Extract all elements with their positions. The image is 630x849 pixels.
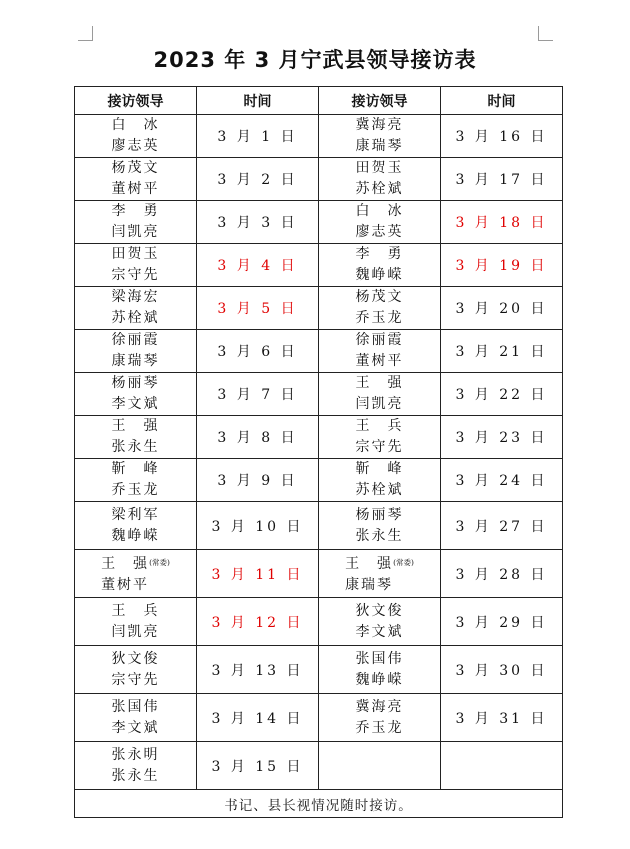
leaders-cell-right	[319, 694, 441, 742]
leader-name: 李 勇	[111, 203, 160, 219]
leaders-cell-left	[75, 694, 197, 742]
leaders-cell-left	[75, 550, 197, 598]
date-cell-left	[197, 502, 319, 550]
date-cell-left	[197, 646, 319, 694]
leader-name-first	[356, 649, 404, 670]
leader-name-first	[112, 505, 160, 526]
leader-name: 狄文俊	[111, 650, 160, 667]
date-cell-right	[441, 115, 563, 158]
table-row	[75, 244, 563, 287]
date-cell-right	[441, 646, 563, 694]
date-cell-right	[441, 201, 563, 244]
visit-date: 3 月 7 日	[217, 387, 298, 403]
leader-pair	[356, 649, 404, 691]
leader-name-second: 李文斌	[111, 719, 160, 736]
table-footer-row	[75, 790, 563, 818]
leader-name-first	[112, 459, 160, 480]
leaders-cell-left	[75, 201, 197, 244]
date-cell-right	[441, 550, 563, 598]
leader-name: 王 兵	[355, 418, 404, 434]
date-cell-right	[441, 287, 563, 330]
visit-date: 3 月 15 日	[211, 758, 304, 775]
leader-pair	[112, 201, 160, 243]
leader-name: 梁海宏	[111, 289, 160, 305]
leaders-cell-right	[319, 201, 441, 244]
leader-pair	[356, 244, 404, 286]
leader-name: 张国伟	[111, 698, 160, 715]
date-cell-left	[197, 373, 319, 416]
date-cell-right	[441, 330, 563, 373]
leader-name-first	[356, 697, 404, 718]
leader-name-first	[356, 505, 404, 526]
leaders-cell-right	[319, 115, 441, 158]
leader-name-second: 魏峥嵘	[111, 527, 160, 544]
leader-name-first	[356, 330, 404, 351]
visit-date: 3 月 28 日	[455, 566, 548, 583]
leader-name-second: 宗守先	[355, 439, 404, 455]
table-row	[75, 598, 563, 646]
leader-name-first	[112, 330, 160, 351]
leader-pair	[112, 601, 160, 643]
leaders-cell-left	[75, 742, 197, 790]
leader-name: 田贺玉	[355, 160, 404, 176]
table-row	[75, 694, 563, 742]
leader-name-first	[112, 745, 160, 766]
date-cell-left	[197, 550, 319, 598]
header-date-right: 时间	[441, 87, 563, 115]
leaders-cell-left	[75, 158, 197, 201]
leader-name-first	[356, 416, 404, 437]
leaders-cell-right	[319, 550, 441, 598]
leader-name: 杨茂文	[355, 289, 404, 305]
leader-name-first	[356, 287, 404, 308]
leader-name-second: 闫凯亮	[355, 396, 404, 412]
leader-pair	[356, 459, 404, 501]
visit-date: 3 月 27 日	[455, 518, 548, 535]
table-row	[75, 158, 563, 201]
leader-role-note: (常委)	[149, 557, 170, 567]
leader-pair	[356, 416, 404, 458]
leader-name: 杨茂文	[111, 160, 160, 176]
visit-date: 3 月 10 日	[211, 518, 304, 535]
leader-name: 王 强	[101, 555, 150, 572]
leader-name-second: 李文斌	[111, 396, 160, 412]
visit-date: 3 月 23 日	[455, 430, 548, 446]
leader-name-second: 董树平	[101, 576, 150, 593]
leader-pair	[356, 330, 404, 372]
table-row	[75, 742, 563, 790]
date-cell-left	[197, 742, 319, 790]
date-cell-left	[197, 459, 319, 502]
leader-name: 梁利军	[111, 506, 160, 523]
visit-date: 3 月 9 日	[217, 473, 298, 489]
leader-name: 靳 峰	[355, 461, 404, 477]
visit-date: 3 月 13 日	[211, 662, 304, 679]
leader-name-second: 宗守先	[111, 671, 160, 688]
date-cell-right	[441, 373, 563, 416]
leader-name: 徐丽霞	[111, 332, 160, 348]
leader-pair	[356, 115, 404, 157]
leader-pair	[356, 697, 404, 739]
leader-name-second: 宗守先	[111, 267, 160, 283]
leader-name-first	[112, 416, 160, 437]
leader-name: 张国伟	[355, 650, 404, 667]
leader-name-first	[356, 201, 404, 222]
date-cell-right	[441, 416, 563, 459]
leader-name-second: 康瑞琴	[345, 576, 394, 593]
leader-pair	[112, 373, 160, 415]
document-title: 2023 年 3 月宁武县领导接访表	[153, 48, 477, 72]
leaders-cell-left	[75, 330, 197, 373]
leader-pair	[112, 416, 160, 458]
leader-pair	[112, 649, 160, 691]
table-row	[75, 550, 563, 598]
header-date-left: 时间	[197, 87, 319, 115]
leaders-cell-right	[319, 502, 441, 550]
leader-name-second: 廖志英	[355, 224, 404, 240]
leader-name-second: 苏栓斌	[355, 482, 404, 498]
page-corner-mark-right	[538, 26, 553, 41]
leader-name-first	[101, 552, 170, 575]
leader-name: 王 强	[345, 555, 394, 572]
leader-name-first	[356, 459, 404, 480]
leader-name-second: 康瑞琴	[355, 138, 404, 154]
visit-date: 3 月 29 日	[455, 614, 548, 631]
visit-date-highlighted: 3 月 5 日	[217, 301, 298, 317]
page-corner-mark-left	[78, 26, 93, 41]
leader-name: 冀海亮	[355, 117, 404, 133]
visit-date: 3 月 17 日	[455, 172, 548, 188]
leader-name: 冀海亮	[355, 698, 404, 715]
schedule-body	[75, 115, 563, 790]
leaders-cell-right	[319, 330, 441, 373]
date-cell-left	[197, 244, 319, 287]
leaders-cell-left	[75, 646, 197, 694]
leaders-cell-right	[319, 416, 441, 459]
leader-name-first	[112, 697, 160, 718]
footer-note: 书记、县长视情况随时接访。	[75, 790, 563, 818]
leader-pair	[345, 552, 414, 596]
table-row	[75, 416, 563, 459]
leader-name: 田贺玉	[111, 246, 160, 262]
date-cell-left	[197, 115, 319, 158]
leader-name-second: 廖志英	[111, 138, 160, 154]
leader-name-first	[356, 158, 404, 179]
leader-name-second: 董树平	[355, 353, 404, 369]
visit-date: 3 月 1 日	[217, 129, 298, 145]
visit-date: 3 月 2 日	[217, 172, 298, 188]
leader-pair	[356, 158, 404, 200]
leader-pair	[112, 158, 160, 200]
date-cell-right	[441, 742, 563, 790]
leaders-cell-right	[319, 373, 441, 416]
leader-name: 张永明	[111, 746, 160, 763]
date-cell-left	[197, 330, 319, 373]
header-leaders-right: 接访领导	[319, 87, 441, 115]
leaders-cell-right	[319, 158, 441, 201]
visit-date: 3 月 3 日	[217, 215, 298, 231]
leader-pair	[356, 287, 404, 329]
leaders-cell-left	[75, 373, 197, 416]
leader-pair	[112, 287, 160, 329]
leader-name-first	[356, 373, 404, 394]
table-row	[75, 459, 563, 502]
visit-date: 3 月 24 日	[455, 473, 548, 489]
date-cell-right	[441, 598, 563, 646]
visit-date: 3 月 31 日	[455, 710, 548, 727]
leader-name-second: 董树平	[111, 181, 160, 197]
leader-name-second: 张永生	[355, 527, 404, 544]
leader-name-second: 苏栓斌	[355, 181, 404, 197]
leader-name-first	[112, 244, 160, 265]
leader-name: 杨丽琴	[355, 506, 404, 523]
table-header-row	[75, 87, 563, 115]
date-cell-left	[197, 201, 319, 244]
leader-pair	[356, 601, 404, 643]
leader-pair	[112, 697, 160, 739]
table-row	[75, 115, 563, 158]
date-cell-left	[197, 694, 319, 742]
leader-name-first	[356, 601, 404, 622]
leader-name-second: 张永生	[111, 439, 160, 455]
visit-date: 3 月 16 日	[455, 129, 548, 145]
leader-name-first	[112, 115, 160, 136]
leader-role-note: (常委)	[393, 557, 414, 567]
leader-name: 徐丽霞	[355, 332, 404, 348]
leader-name-first	[112, 649, 160, 670]
date-cell-right	[441, 158, 563, 201]
leader-name: 狄文俊	[355, 602, 404, 619]
visit-date: 3 月 30 日	[455, 662, 548, 679]
visit-date: 3 月 6 日	[217, 344, 298, 360]
leader-pair	[356, 373, 404, 415]
leader-pair	[112, 745, 160, 787]
leader-name-second: 李文斌	[355, 623, 404, 640]
leader-name-second: 乔玉龙	[111, 482, 160, 498]
visit-date: 3 月 22 日	[455, 387, 548, 403]
visit-date: 3 月 20 日	[455, 301, 548, 317]
table-row	[75, 201, 563, 244]
leader-name-second: 乔玉龙	[355, 719, 404, 736]
leader-name-second: 苏栓斌	[111, 310, 160, 326]
date-cell-left	[197, 416, 319, 459]
leaders-cell-right	[319, 287, 441, 330]
leaders-cell-left	[75, 244, 197, 287]
leader-name-first	[112, 287, 160, 308]
visit-date-highlighted: 3 月 11 日	[211, 566, 304, 583]
leader-pair	[356, 505, 404, 547]
visit-date-highlighted: 3 月 18 日	[455, 215, 548, 231]
leader-name: 杨丽琴	[111, 375, 160, 391]
leaders-cell-left	[75, 502, 197, 550]
leaders-cell-right	[319, 459, 441, 502]
visit-date: 3 月 21 日	[455, 344, 548, 360]
leader-pair	[356, 201, 404, 243]
leader-name: 李 勇	[355, 246, 404, 262]
leader-name-second: 魏峥嵘	[355, 267, 404, 283]
visit-date-highlighted: 3 月 12 日	[211, 614, 304, 631]
leaders-cell-right	[319, 646, 441, 694]
date-cell-left	[197, 598, 319, 646]
leader-name: 靳 峰	[111, 461, 160, 477]
leader-name-first	[345, 552, 414, 575]
table-row	[75, 502, 563, 550]
leader-name-first	[356, 244, 404, 265]
visit-schedule-table	[74, 86, 563, 818]
leaders-cell-right	[319, 598, 441, 646]
leader-pair	[101, 552, 170, 596]
leader-name: 白 冰	[355, 203, 404, 219]
visit-date-highlighted: 3 月 19 日	[455, 258, 548, 274]
date-cell-right	[441, 244, 563, 287]
leader-name-second: 乔玉龙	[355, 310, 404, 326]
leader-pair	[112, 244, 160, 286]
leader-name-first	[112, 373, 160, 394]
leader-pair	[112, 115, 160, 157]
leader-pair	[112, 330, 160, 372]
leader-name-second: 闫凯亮	[111, 623, 160, 640]
date-cell-right	[441, 694, 563, 742]
leaders-cell-left	[75, 459, 197, 502]
leader-name-first	[112, 201, 160, 222]
leaders-cell-left	[75, 115, 197, 158]
leader-pair	[112, 505, 160, 547]
table-row	[75, 330, 563, 373]
leaders-cell-left	[75, 287, 197, 330]
leader-name-second: 闫凯亮	[111, 224, 160, 240]
leader-name-first	[112, 158, 160, 179]
date-cell-left	[197, 158, 319, 201]
leader-name: 白 冰	[111, 117, 160, 133]
date-cell-left	[197, 287, 319, 330]
leaders-cell-left	[75, 416, 197, 459]
leaders-cell-right	[319, 244, 441, 287]
leader-name-first	[356, 115, 404, 136]
leader-name: 王 兵	[111, 602, 160, 619]
leader-name: 王 强	[355, 375, 404, 391]
header-leaders-left: 接访领导	[75, 87, 197, 115]
leader-name: 王 强	[111, 418, 160, 434]
leader-name-second: 张永生	[111, 767, 160, 784]
date-cell-right	[441, 502, 563, 550]
leader-name-second: 魏峥嵘	[355, 671, 404, 688]
leaders-cell-right	[319, 742, 441, 790]
visit-date: 3 月 8 日	[217, 430, 298, 446]
date-cell-right	[441, 459, 563, 502]
table-row	[75, 646, 563, 694]
leaders-cell-left	[75, 598, 197, 646]
visit-date: 3 月 14 日	[211, 710, 304, 727]
leader-name-first	[112, 601, 160, 622]
table-row	[75, 373, 563, 416]
table-row	[75, 287, 563, 330]
leader-pair	[112, 459, 160, 501]
visit-date-highlighted: 3 月 4 日	[217, 258, 298, 274]
leader-name-second: 康瑞琴	[111, 353, 160, 369]
